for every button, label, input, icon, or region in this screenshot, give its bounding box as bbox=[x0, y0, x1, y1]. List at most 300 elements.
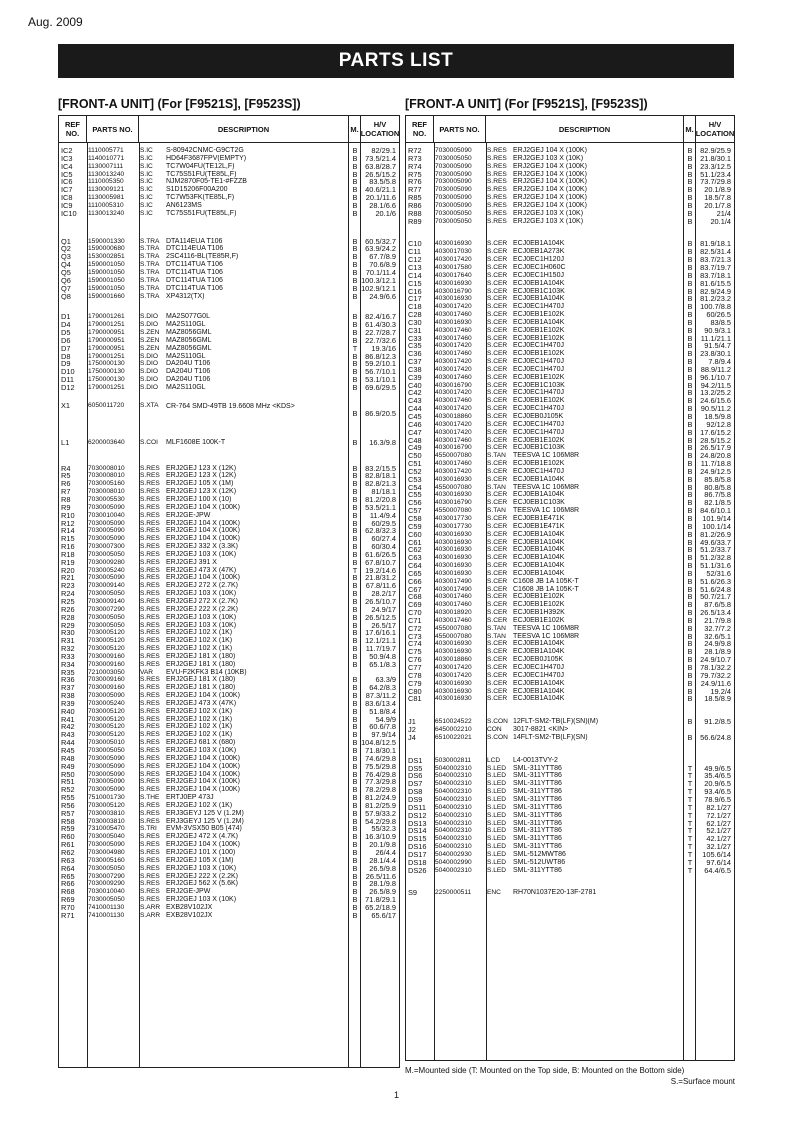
description-cell: ECJ0EC1H470J bbox=[513, 420, 564, 428]
part-no-cell: 7030005050 bbox=[88, 896, 125, 904]
location-cell: 21/4 bbox=[716, 209, 731, 218]
table-header bbox=[406, 116, 734, 143]
table-row bbox=[59, 269, 399, 277]
ref-cell: DS15 bbox=[408, 835, 427, 844]
description-cell: ERJ2GEJ 105 X (1M) bbox=[166, 856, 234, 864]
description-cell: C1608 JB 1A 105K-T bbox=[513, 577, 579, 585]
location-cell: 55/32.3 bbox=[371, 825, 396, 834]
table-row bbox=[406, 562, 734, 570]
location-cell: 50.9/4.8 bbox=[369, 652, 396, 661]
description-cell: ERJ2GEJ 123 X (12K) bbox=[166, 488, 237, 496]
description-cell: ECJ0EC1H470J bbox=[513, 358, 564, 366]
ref-cell: C39 bbox=[408, 373, 422, 382]
description-cell: ERJ2GEJ 103 X (10K) bbox=[166, 621, 237, 629]
table-row bbox=[59, 512, 399, 520]
location-cell: 49.6/33.7 bbox=[700, 538, 731, 547]
mount-cell: B bbox=[352, 848, 358, 857]
ref-cell: C72 bbox=[408, 624, 422, 633]
type-cell: S.RES bbox=[140, 692, 160, 700]
location-cell: 83/8.5 bbox=[710, 318, 731, 327]
part-no-cell: 7030005090 bbox=[88, 754, 125, 762]
table-row bbox=[59, 755, 399, 763]
location-cell: 82.1/8.5 bbox=[704, 499, 731, 508]
mount-cell: B bbox=[352, 903, 358, 912]
location-cell: 51.2/33.7 bbox=[700, 546, 731, 555]
ref-cell: C76 bbox=[408, 656, 422, 664]
part-no-cell: 4030017420 bbox=[435, 303, 472, 311]
table-row bbox=[59, 763, 399, 771]
right-parts-table bbox=[405, 115, 735, 1061]
right-rows bbox=[406, 147, 734, 897]
table-row bbox=[406, 163, 734, 171]
type-cell: S.CER bbox=[487, 271, 508, 279]
mount-cell: B bbox=[687, 507, 693, 515]
part-no-cell: 7310005470 bbox=[88, 825, 125, 833]
part-no-cell: 7030005090 bbox=[88, 778, 125, 786]
table-row bbox=[59, 614, 399, 622]
type-cell: S.CER bbox=[487, 373, 508, 381]
table-row bbox=[59, 802, 399, 810]
type-cell: S.LED bbox=[487, 795, 507, 803]
description-cell: ECJ0EB1A104K bbox=[513, 318, 565, 326]
table-row bbox=[59, 598, 399, 606]
location-cell: 69.6/29.5 bbox=[365, 383, 396, 392]
part-no-cell: 5040002310 bbox=[435, 819, 472, 827]
ref-cell: C60 bbox=[408, 530, 422, 539]
table-row bbox=[406, 726, 734, 734]
ref-cell: D11 bbox=[61, 376, 75, 384]
part-no-cell: 4030017460 bbox=[435, 326, 472, 334]
ref-cell: C33 bbox=[408, 334, 422, 343]
table-row bbox=[406, 796, 734, 804]
type-cell: S.CER bbox=[487, 256, 508, 264]
mount-cell: B bbox=[687, 342, 693, 351]
type-cell: S.CER bbox=[487, 538, 508, 546]
type-cell: S.CER bbox=[487, 287, 508, 295]
part-no-cell: 4030018920 bbox=[435, 609, 472, 617]
description-cell: ERJ2GEJ 104 X (100K) bbox=[513, 178, 587, 186]
type-cell: S.CER bbox=[487, 514, 508, 522]
type-cell: S.RES bbox=[140, 699, 160, 707]
location-cell: 28.1/4.4 bbox=[369, 856, 396, 865]
location-cell: 75.5/29.8 bbox=[365, 762, 396, 771]
description-cell: ERJ2GEJ 104 X (100K) bbox=[513, 147, 587, 154]
mount-cell: B bbox=[687, 420, 693, 429]
location-cell: 78.1/32.2 bbox=[700, 664, 731, 672]
type-cell: S.CER bbox=[487, 436, 508, 444]
table-row bbox=[406, 397, 734, 405]
ref-cell: D4 bbox=[61, 321, 71, 330]
type-cell: S.CER bbox=[487, 295, 508, 303]
ref-cell: C55 bbox=[408, 491, 422, 500]
table-row bbox=[406, 350, 734, 358]
type-cell: S.RES bbox=[140, 527, 160, 535]
ref-cell: Q6 bbox=[61, 276, 71, 285]
mount-cell: B bbox=[352, 692, 358, 700]
mount-cell: B bbox=[352, 253, 358, 262]
header-desc: DESCRIPTION bbox=[486, 116, 684, 142]
part-no-cell: 5040002310 bbox=[435, 780, 472, 788]
mount-cell: B bbox=[687, 475, 693, 484]
type-cell: S.IC bbox=[140, 178, 153, 186]
mount-cell: B bbox=[687, 632, 693, 641]
type-cell: S.IC bbox=[140, 186, 153, 194]
part-no-cell: 1110005350 bbox=[88, 178, 124, 186]
part-no-cell: 4030016790 bbox=[435, 287, 472, 295]
ref-cell: IC7 bbox=[61, 186, 73, 195]
type-cell: S.CER bbox=[487, 342, 508, 350]
mount-cell: B bbox=[352, 209, 358, 218]
part-no-cell: 6510022021 bbox=[435, 733, 472, 741]
table-row bbox=[406, 718, 734, 726]
part-no-cell: 7030005090 bbox=[88, 574, 125, 582]
type-cell: S.DIO bbox=[140, 383, 158, 391]
type-cell: S.RES bbox=[140, 597, 160, 605]
location-cell: 82.1/27 bbox=[706, 803, 731, 812]
description-cell: ERJ2GEJ 102 X (1K) bbox=[166, 801, 233, 809]
ref-cell: C14 bbox=[408, 271, 422, 280]
table-row bbox=[59, 218, 399, 238]
location-cell: 65.1/8.3 bbox=[369, 660, 396, 669]
ref-cell: R85 bbox=[408, 194, 422, 202]
table-row bbox=[406, 468, 734, 476]
part-no-cell: 4030016930 bbox=[435, 640, 472, 648]
ref-cell: R9 bbox=[61, 503, 71, 512]
ref-cell: C50 bbox=[408, 452, 422, 461]
table-row bbox=[59, 653, 399, 661]
ref-cell: R19 bbox=[61, 558, 75, 567]
part-no-cell: 4030016790 bbox=[435, 381, 472, 389]
left-parts-table bbox=[58, 115, 400, 1068]
type-cell: S.RES bbox=[140, 535, 160, 543]
table-row bbox=[59, 661, 399, 669]
description-cell: ERJ2GEJ 222 X (2.2K) bbox=[166, 605, 238, 613]
description-cell: ERJ2GEJ 103 X (10K) bbox=[166, 590, 237, 598]
part-no-cell: 5040002930 bbox=[435, 850, 472, 858]
type-cell: S.CER bbox=[487, 687, 508, 695]
mount-cell: B bbox=[687, 256, 693, 264]
ref-cell: C42 bbox=[408, 389, 422, 398]
description-cell: EXB28V102JX bbox=[166, 911, 213, 919]
location-cell: 88.9/11.2 bbox=[700, 365, 731, 374]
type-cell: CON bbox=[487, 726, 502, 734]
table-row bbox=[406, 484, 734, 492]
part-no-cell: 7030008010 bbox=[88, 488, 125, 496]
description-cell: ERJ2GEJ 102 X (1K) bbox=[166, 707, 233, 715]
description-cell: S-80942CNMC-G9CT2G bbox=[166, 147, 244, 154]
table-row bbox=[406, 155, 734, 163]
description-cell: DTA114EUA T106 bbox=[166, 237, 223, 245]
part-no-cell: 4030016930 bbox=[435, 679, 472, 687]
table-row bbox=[406, 178, 734, 186]
type-cell: S.CER bbox=[487, 303, 508, 311]
table-row bbox=[59, 384, 399, 392]
type-cell: S.LED bbox=[487, 843, 507, 851]
ref-cell: R76 bbox=[408, 178, 422, 187]
mount-cell: T bbox=[687, 850, 693, 859]
type-cell: S.RES bbox=[140, 833, 160, 841]
type-cell: S.CER bbox=[487, 397, 508, 405]
table-row bbox=[406, 680, 734, 688]
ref-cell: C54 bbox=[408, 483, 422, 492]
type-cell: S.RES bbox=[140, 747, 160, 754]
type-cell: S.TRA bbox=[140, 292, 160, 300]
mount-cell: B bbox=[352, 833, 358, 842]
location-cell: 70.6/8.9 bbox=[369, 261, 396, 269]
type-cell: S.CER bbox=[487, 499, 508, 507]
table-row bbox=[406, 264, 734, 272]
part-no-cell: 4030017460 bbox=[435, 373, 472, 381]
table-row bbox=[59, 535, 399, 543]
mount-cell: B bbox=[687, 483, 693, 492]
description-cell: 3017-8821 <KIN> bbox=[513, 726, 569, 734]
description-cell: ECJ0EB0J105K bbox=[513, 656, 564, 664]
location-cell: 26.5/12.5 bbox=[365, 613, 396, 622]
header-m: M. bbox=[349, 116, 361, 142]
table-row bbox=[59, 402, 399, 420]
mount-cell: B bbox=[687, 271, 693, 280]
mount-cell: B bbox=[687, 671, 693, 680]
type-cell: S.LED bbox=[487, 850, 507, 858]
description-cell: ECJ0EC1H470J bbox=[513, 671, 564, 679]
ref-cell: Q7 bbox=[61, 284, 71, 293]
location-cell: 63.8/28.7 bbox=[365, 162, 396, 171]
location-cell: 76.4/29.8 bbox=[365, 770, 396, 779]
table-row bbox=[59, 888, 399, 896]
part-no-cell: 4030016930 bbox=[435, 695, 472, 703]
part-no-cell: 1790001251 bbox=[88, 383, 125, 391]
type-cell: S.RES bbox=[140, 472, 160, 480]
mount-cell: B bbox=[352, 652, 358, 661]
type-cell: S.RES bbox=[140, 480, 160, 488]
type-cell: S.CER bbox=[487, 420, 508, 428]
description-cell: ERJ2GEJ 181 X (180) bbox=[166, 684, 236, 692]
part-no-cell: 7210003050 bbox=[88, 668, 125, 676]
mount-cell: T bbox=[687, 866, 693, 875]
location-cell: 61.4/30.3 bbox=[365, 321, 396, 330]
ref-cell: DS7 bbox=[408, 780, 423, 789]
table-row bbox=[59, 300, 399, 313]
type-cell: S.LED bbox=[487, 811, 507, 819]
type-cell: S.ARR bbox=[140, 903, 161, 911]
mount-cell: B bbox=[687, 311, 693, 319]
type-cell: S.CER bbox=[487, 444, 508, 452]
ref-cell: C71 bbox=[408, 616, 422, 625]
mount-cell: T bbox=[687, 764, 693, 773]
type-cell: S.CER bbox=[487, 460, 508, 468]
table-row bbox=[59, 857, 399, 865]
page-title-banner bbox=[58, 44, 734, 78]
ref-cell: R63 bbox=[61, 856, 75, 865]
mount-cell: B bbox=[352, 872, 358, 881]
table-row bbox=[59, 337, 399, 345]
type-cell: S.CER bbox=[487, 648, 508, 656]
description-cell: ECJ0EB1E102K bbox=[513, 397, 565, 405]
type-cell: S.LED bbox=[487, 788, 507, 796]
location-cell: 53.5/21.1 bbox=[365, 503, 396, 512]
location-cell: 73.7/29.8 bbox=[700, 178, 731, 187]
part-no-cell: 4030018860 bbox=[435, 413, 472, 420]
part-no-cell: 7030005090 bbox=[435, 186, 472, 194]
mount-cell: T bbox=[687, 795, 693, 804]
ref-cell: R29 bbox=[61, 621, 75, 630]
description-cell: ERJ2GEJ 104 X (100K) bbox=[513, 170, 587, 178]
description-cell: MAZ8056GML bbox=[166, 344, 212, 352]
description-cell: TC75S51FU(TE85L,F) bbox=[166, 209, 237, 217]
description-cell: NJM2870F05-TE1-#FZZB bbox=[166, 178, 247, 186]
table-row bbox=[406, 147, 734, 155]
table-row bbox=[59, 669, 399, 677]
description-cell: ECJ0EB1E102K bbox=[513, 373, 565, 381]
mount-cell: B bbox=[687, 397, 693, 406]
description-cell: ECJ0EB1E102K bbox=[513, 326, 565, 334]
ref-cell: C52 bbox=[408, 467, 422, 476]
location-cell: 82/29.1 bbox=[371, 147, 396, 155]
type-cell: S.DIO bbox=[140, 352, 158, 360]
ref-cell: D6 bbox=[61, 336, 71, 345]
type-cell: S.RES bbox=[140, 817, 160, 825]
mount-cell: B bbox=[352, 684, 358, 693]
mount-cell: B bbox=[687, 460, 693, 468]
part-no-cell: 6050011720 bbox=[88, 401, 125, 409]
description-cell: ERJ2GEJ 473 X (47K) bbox=[166, 566, 237, 574]
ref-cell: C48 bbox=[408, 436, 422, 445]
description-cell: 12FLT-SM2-TB(LF)(SN)(M) bbox=[513, 718, 599, 726]
mount-cell: B bbox=[687, 303, 693, 312]
mount-cell: B bbox=[352, 864, 358, 873]
right-parts-panel bbox=[405, 96, 735, 1068]
ref-cell: C58 bbox=[408, 514, 422, 523]
type-cell: S.IC bbox=[140, 170, 153, 178]
table-row bbox=[59, 880, 399, 888]
description-cell: ERJ2GEJ 681 X (680) bbox=[166, 739, 236, 747]
type-cell: S.RES bbox=[140, 848, 160, 856]
ref-cell: IC3 bbox=[61, 154, 73, 163]
type-cell: S.CER bbox=[487, 263, 508, 271]
part-no-cell: 4030017420 bbox=[435, 389, 472, 397]
mount-cell: B bbox=[687, 240, 693, 249]
description-cell: MLF1608E 100K-T bbox=[166, 438, 226, 446]
ref-cell: R39 bbox=[61, 699, 75, 708]
description-cell: ECJ0EC1H470J bbox=[513, 365, 564, 373]
type-cell: S.RES bbox=[140, 543, 160, 551]
description-cell: ERJ2GEJ 103 X (10K) bbox=[166, 896, 237, 904]
description-cell: ECJ0EC1H150J bbox=[513, 271, 564, 279]
ref-cell: DS11 bbox=[408, 803, 426, 812]
location-cell: 81.9/18.1 bbox=[700, 240, 731, 249]
location-cell: 20.1/7.8 bbox=[704, 201, 731, 210]
table-row bbox=[406, 772, 734, 780]
table-row bbox=[59, 590, 399, 598]
mount-cell: B bbox=[352, 186, 358, 195]
part-no-cell: 7030004980 bbox=[88, 848, 125, 856]
description-cell: ERJ2GE-JPW bbox=[166, 511, 211, 519]
ref-cell: R89 bbox=[408, 217, 422, 226]
mount-cell: B bbox=[352, 237, 358, 246]
table-row bbox=[59, 841, 399, 849]
location-cell: 97.9/14 bbox=[371, 731, 396, 740]
description-cell: ECJ0EC1H120J bbox=[513, 256, 564, 264]
mount-cell: B bbox=[352, 284, 358, 293]
ref-cell: R31 bbox=[61, 637, 75, 646]
left-panel-title: [FRONT-A UNIT] (For [F9521S], [F9523S]) bbox=[58, 97, 301, 111]
ref-cell: C77 bbox=[408, 664, 422, 672]
location-cell: 42.1/27 bbox=[706, 835, 731, 844]
part-no-cell: 7030009160 bbox=[88, 660, 125, 668]
ref-cell: IC2 bbox=[61, 147, 73, 155]
ref-cell: IC5 bbox=[61, 170, 73, 179]
table-row bbox=[406, 593, 734, 601]
type-cell: S.TRA bbox=[140, 245, 160, 253]
mount-cell: B bbox=[687, 733, 693, 742]
location-cell: 86.7/5.8 bbox=[704, 491, 731, 500]
table-row bbox=[406, 335, 734, 343]
type-cell: S.CER bbox=[487, 413, 508, 420]
left-parts-panel bbox=[58, 96, 400, 1068]
location-cell: 105.6/14 bbox=[702, 850, 731, 859]
table-row bbox=[406, 491, 734, 499]
location-cell: 20.1/9.8 bbox=[369, 841, 396, 849]
ref-cell: Q2 bbox=[61, 245, 71, 254]
location-cell: 102.9/12.1 bbox=[361, 284, 396, 293]
ref-cell: DS5 bbox=[408, 764, 423, 773]
type-cell: S.TRA bbox=[140, 268, 160, 276]
location-cell: 20.9/6.5 bbox=[704, 780, 731, 789]
location-cell: 90.9/3.1 bbox=[704, 326, 731, 335]
part-no-cell: 1790000951 bbox=[88, 336, 125, 344]
description-cell: ERJ2GEJ 103 X (10K) bbox=[166, 864, 237, 872]
description-cell: ECJ0EB1E471K bbox=[513, 522, 565, 530]
description-cell: MA2S110GL bbox=[166, 352, 206, 360]
mount-cell: B bbox=[352, 558, 358, 567]
description-cell: XP4312(TX) bbox=[166, 292, 205, 300]
mount-cell: B bbox=[352, 519, 358, 528]
mount-cell: B bbox=[352, 825, 358, 834]
description-cell: ECJ0EB1A104K bbox=[513, 648, 565, 656]
type-cell: S.RES bbox=[487, 201, 507, 209]
location-cell: 21.7/9.8 bbox=[704, 616, 731, 625]
part-no-cell: 7030009160 bbox=[88, 652, 125, 660]
location-cell: 26.5/11.6 bbox=[365, 872, 396, 881]
location-cell: 18.5/9.8 bbox=[704, 413, 731, 421]
location-cell: 100.3/12.1 bbox=[361, 276, 396, 285]
location-cell: 52.1/27 bbox=[706, 827, 731, 836]
type-cell: S.CON bbox=[487, 718, 508, 726]
location-cell: 82.8/21.3 bbox=[365, 480, 396, 489]
mount-cell: B bbox=[687, 546, 693, 555]
description-cell: ERJ2GEJ 272 X (2.7K) bbox=[166, 582, 238, 590]
location-cell: 17.6/16.1 bbox=[365, 629, 396, 638]
table-row bbox=[406, 225, 734, 240]
table-row bbox=[59, 786, 399, 794]
ref-cell: C28 bbox=[408, 311, 422, 319]
location-cell: 64.2/8.3 bbox=[369, 684, 396, 693]
description-cell: TEESVA 1C 106M8R bbox=[513, 632, 580, 640]
ref-cell: C37 bbox=[408, 358, 422, 366]
type-cell: S.CER bbox=[487, 601, 508, 609]
ref-cell: C59 bbox=[408, 522, 422, 531]
type-cell: S.CER bbox=[487, 656, 508, 664]
table-row bbox=[59, 420, 399, 439]
ref-cell: R37 bbox=[61, 684, 75, 693]
type-cell: S.CER bbox=[487, 358, 508, 366]
part-no-cell: 4550007080 bbox=[435, 483, 472, 491]
ref-cell: R10 bbox=[61, 511, 75, 520]
location-cell: 83.7/18.1 bbox=[700, 271, 731, 280]
ref-cell: R86 bbox=[408, 201, 422, 210]
ref-cell: C56 bbox=[408, 499, 422, 508]
location-cell: 19.2/14.6 bbox=[365, 566, 396, 575]
